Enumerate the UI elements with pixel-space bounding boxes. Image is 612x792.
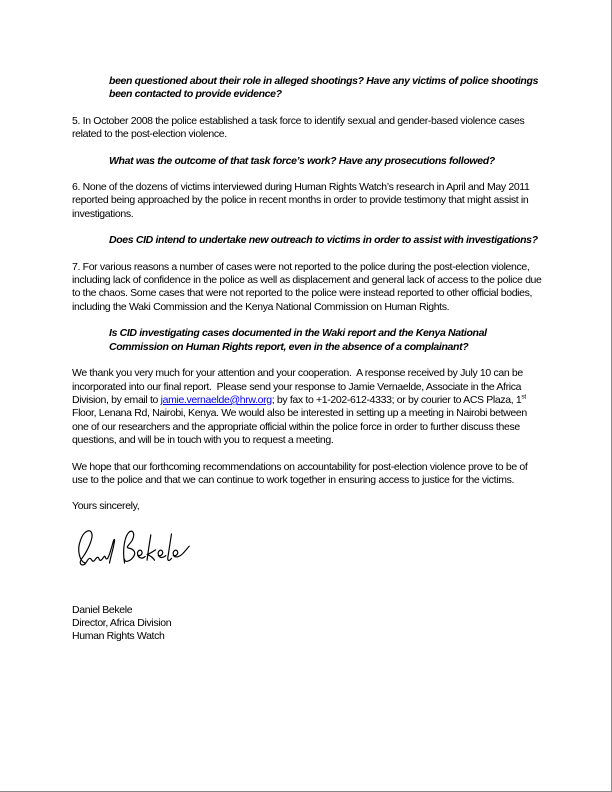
signer-organization: Human Rights Watch [72,630,165,643]
question-cid-outreach: Does CID intend to undertake new outreach to victims in order to assist with investigations? [109,234,538,247]
paragraph-5-task-force: 5. In October 2008 the police established a task force to identify sexual and gender-based violence cases related to the post-election violence. [72,114,527,141]
question-police-shootings: been questioned about their role in alleged shootings? Have any victims of police shootings been contacted to provide evidence? [109,75,541,101]
closing-thanks-paragraph [72,367,544,447]
closing-thanks-after-ordinal: Floor, Lenana Rd, Nairobi, Kenya. We would also be interested in setting up a meeting in Nairobi between one of our researchers and the appropriate official within the police force in order to further discuss these questions, and will be in touch with you to request a meeting. [72,393,530,447]
paragraph-6-victims-interviewed: 6. None of the dozens of victims interviewed during Human Rights Watch’s research in April and May 2011 reported being approached by the police in recent months in order to provide testimony that might assist in investigations. [72,181,533,220]
question-task-force-outcome: What was the outcome of that task force’s work? Have any prosecutions followed? [109,154,495,167]
signer-title: Director, Africa Division [72,616,172,629]
valediction: Yours sincerely, [72,500,140,513]
email-link[interactable]: jamie.vernaelde@hrw.org [160,393,272,406]
closing-hope-paragraph: We hope that our forthcoming recommendations on accountability for post-election violence prove to be of use to the police and that we can continue to work together in ensuring access to justice for the victims. [72,460,531,486]
signature-block [72,577,544,604]
floor-ordinal-superscript: st [521,393,526,401]
letter-body [72,75,544,654]
closing-thanks-before-email: We thank you very much for your attention and your cooperation. A response received by July 10 can be incorporated into our final report. Please send your response to Jamie Vernaelde, Associate in the Africa Division, by email to [72,367,526,406]
handwritten-signature [72,527,544,569]
signature-image [72,527,194,569]
closing-thanks-after-email: ; by fax to +1-202-612-4333; or by courier to ACS Plaza, 1 [271,393,522,406]
paragraph-7-unreported-cases: 7. For various reasons a number of cases were not reported to the police during the post-election violence, including lack of confidence in the police as well as displacement and general lack of access to the police due to the chaos. Some cases that were not reported to the police were instead reported to other official bodies, including the Waki Commission and the Kenya National Commission on Human Rights. [72,260,545,313]
signer-name: Daniel Bekele [72,603,133,616]
question-waki-report: Is CID investigating cases documented in the Waki report and the Kenya National Commission on Human Rights report, even in the absence of a complainant? [109,327,490,353]
